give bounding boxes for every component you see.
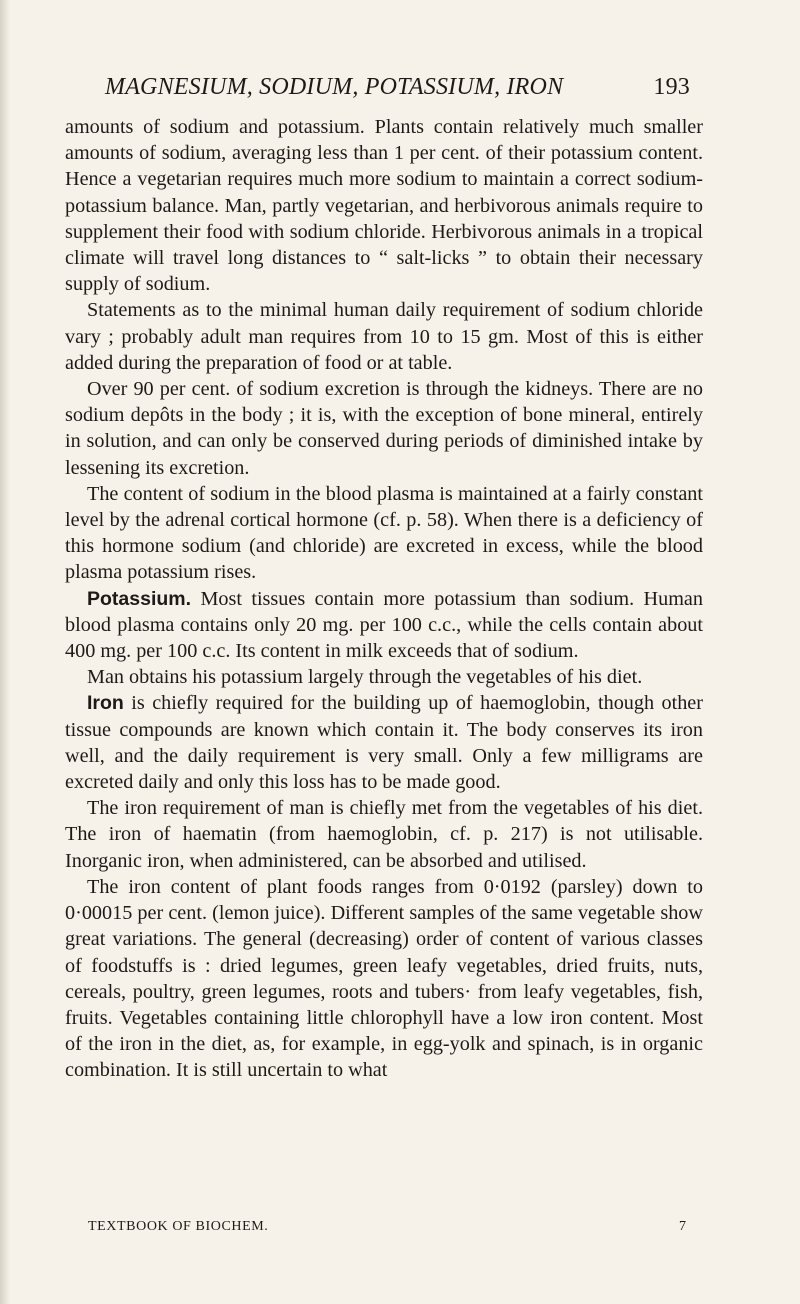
paragraph-potassium-diet <box>65 664 703 690</box>
paragraph-text: The content of sodium in the blood plasma is maintained at a fairly constant level by the adrenal cortical hormone (cf. p. 58). When there is a deficiency of this hormone sodium (and chloride) are excreted in excess, while the blood plasma potassium rises. <box>65 482 703 584</box>
paragraph-sodium-plasma <box>65 481 703 586</box>
paragraph-text: Man obtains his potassium largely through the vegetables of his diet. <box>87 666 643 689</box>
paragraph-potassium <box>65 586 703 665</box>
running-header <box>105 70 690 104</box>
paragraph-text: The iron requirement of man is chiefly met from the vegetables of his diet. The iron of haematin (from haemoglobin, cf. p. 217) is not utilisable. Inorganic iron, when administered, can be absorbed and utilised. <box>65 797 703 872</box>
page-edge-shadow <box>0 0 10 1304</box>
paragraph-text: Most tissues contain more potassium than sodium. Human blood plasma contains only 20 mg. per 100 c.c., while the cells contain about 400 mg. per 100 c.c. Its content in milk exceeds that of sodium. <box>65 587 703 663</box>
page-footer <box>88 1216 686 1238</box>
paragraph-iron-content <box>65 874 703 1084</box>
paragraph-iron <box>65 690 703 795</box>
paragraph-sodium-excretion <box>65 376 703 481</box>
paragraph-sodium-requirement <box>65 297 703 376</box>
paragraph-text: is chiefly required for the building up of haemoglobin, though other tissue compounds are known which contain it. The body conserves its iron well, and the daily requirement is very small. Only a few milligrams are excreted daily and only this loss has to be made good. <box>65 692 703 794</box>
section-heading-iron: Iron <box>87 692 124 715</box>
body-text <box>65 114 703 1084</box>
paragraph-iron-requirement <box>65 795 703 874</box>
paragraph-text: amounts of sodium and potassium. Plants contain relatively much smaller amounts of sodium, averaging less than 1 per cent. of their potassium content. Hence a vegetarian requires much more sodium to maintain a correct sodium-potassium balance. Man, partly vegetarian, and herbivorous animals require to supplement their food with sodium chloride. Herbivorous animals in a tropical climate will travel long distances to “ salt-licks ” to obtain their necessary supply of sodium. <box>65 116 703 296</box>
footer-book-title: TEXTBOOK OF BIOCHEM. <box>88 1219 269 1234</box>
section-heading-potassium: Potassium. <box>87 587 192 610</box>
page-number: 193 <box>653 74 690 100</box>
footer-signature: 7 <box>679 1219 686 1234</box>
running-title: MAGNESIUM, SODIUM, POTASSIUM, IRON <box>105 74 564 100</box>
paragraph-text: Over 90 per cent. of sodium excretion is through the kidneys. There are no sodium depôts in the body ; it is, with the exception of bone mineral, entirely in solution, and can only be conserved during periods of diminished intake by lessening its excretion. <box>65 378 703 479</box>
paragraph-text: Statements as to the minimal human daily requirement of sodium chloride vary ; probably adult man requires from 10 to 15 gm. Most of this is either added during the preparation of food or at table. <box>65 299 703 374</box>
paragraph-sodium-intro <box>65 114 703 297</box>
paragraph-text: The iron content of plant foods ranges from 0·0192 (parsley) down to 0·00015 per cent. (lemon juice). Different samples of the same vegetable show great variations. The general (decreasing) order of content of various classes of foodstuffs is : dried legumes, green leafy vegetables, dried fruits, nuts, cereals, poultry, green legumes, roots and tubers· from leafy vegetables, fish, fruits. Vegetables containing little chlorophyll have a low iron content. Most of the iron in the diet, as, for example, in egg-yolk and spinach, is in organic combination. It is still uncertain to what <box>65 875 703 1082</box>
